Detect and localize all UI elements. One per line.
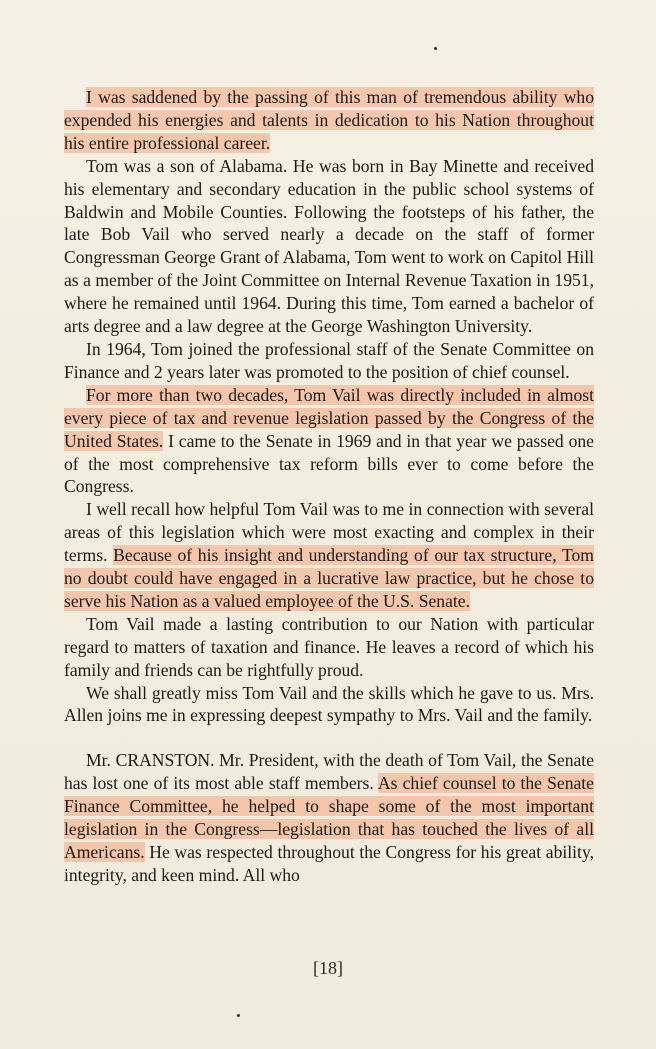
paragraph-8 — [64, 749, 594, 886]
paragraph-text: Tom Vail made a lasting contribution to our Nation with particular regard to matters of taxation and finance. He leaves a record of which his family and friends can be rightfully proud. — [64, 613, 594, 680]
paragraph-text: We shall greatly miss Tom Vail and the skills which he gave to us. Mrs. Allen joins me in expressing deepest sympathy to Mrs. Vail and the family. — [64, 682, 594, 726]
paragraph-4 — [64, 384, 594, 499]
paragraph-text: In 1964, Tom joined the professional staff of the Senate Committee on Finance and 2 years later was promoted to the position of chief counsel. — [64, 338, 594, 382]
highlighted-text: For more than two decades, Tom Vail was directly included in almost every piece of tax and revenue legislation passed by the Congress of the United States. — [64, 384, 594, 451]
paragraph-2 — [64, 155, 594, 338]
ink-speck — [237, 1014, 240, 1017]
paragraph-text: Tom was a son of Alabama. He was born in Bay Minette and received his elementary and secondary education in the public school systems of Baldwin and Mobile Counties. Following the footsteps of his father, the late Bob Vail who served nearly a decade on the staff of former Congressman George Grant of Alabama, Tom went to work on Capitol Hill as a member of the Joint Committee on Internal Revenue Taxation in 1951, where he remained until 1964. During this time, Tom earned a bachelor of arts degree and a law degree at the George Washington University. — [64, 155, 594, 337]
highlighted-text: As chief counsel to the Senate Finance Committee, he helped to shape some of the most important legislation in the Congress—legislation that has touched the lives of all Americans. — [64, 773, 594, 862]
highlighted-text: Because of his insight and understanding of our tax structure, Tom no doubt could have engaged in a lucrative law practice, but he chose to serve his Nation as a valued employee of the U.S. Senate. — [64, 545, 594, 611]
ink-speck — [434, 47, 437, 50]
body-text — [64, 86, 594, 887]
paragraph-text: I well recall how helpful Tom Vail was to me in connection with several areas of this legislation which were most exacting and complex in their terms. — [64, 499, 594, 566]
paragraph-6 — [64, 613, 594, 682]
paragraph-text: Mr. CRANSTON. Mr. President, with the death of Tom Vail, the Senate has lost one of its most able staff members. — [64, 750, 594, 794]
paragraph-7 — [64, 682, 594, 728]
page-number: [18] — [313, 958, 343, 978]
highlighted-text: I was saddened by the passing of this man of tremendous ability who expended his energies and talents in dedication to his Nation throughout his entire professional career. — [64, 87, 594, 153]
paragraph-text: I came to the Senate in 1969 and in that year we passed one of the most comprehensive tax reform bills ever to come before the Congress. — [64, 430, 594, 497]
paragraph-1 — [64, 86, 594, 155]
paragraph-3 — [64, 338, 594, 384]
paragraph-text: He was respected throughout the Congress for his great ability, integrity, and keen mind. All who — [64, 842, 594, 885]
paragraph-5 — [64, 498, 594, 613]
